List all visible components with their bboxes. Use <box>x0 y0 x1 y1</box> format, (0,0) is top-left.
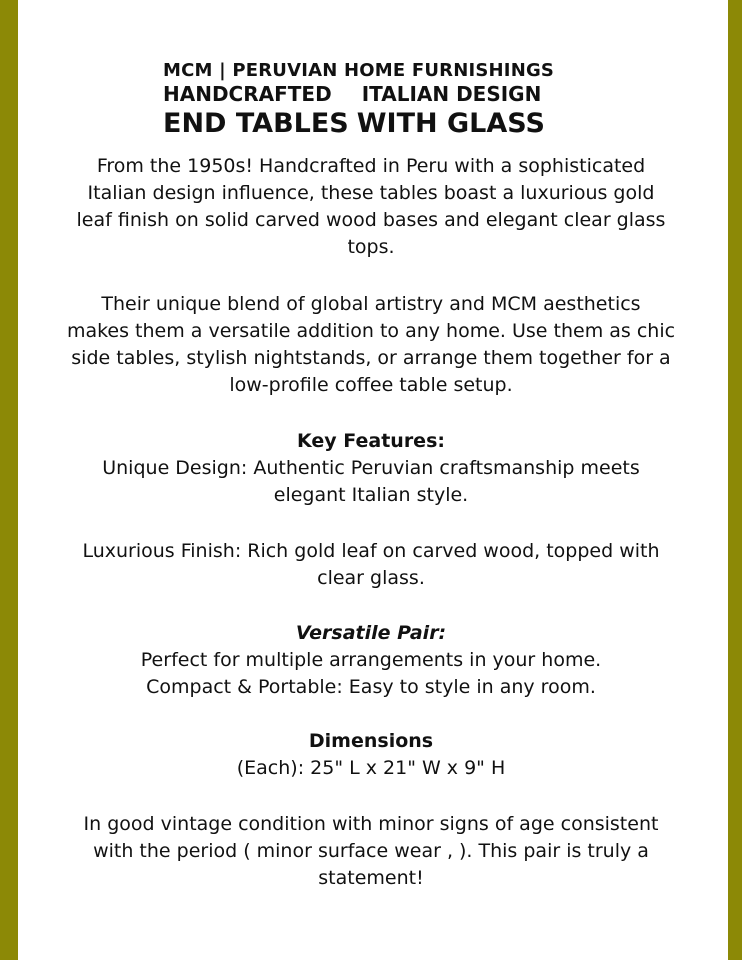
feature-line: clear glass. <box>317 567 425 589</box>
subtitle-line <box>163 84 563 110</box>
versatile-section <box>36 620 706 701</box>
dimensions-section <box>36 728 706 782</box>
product-title-right: WITH GLASS <box>356 108 545 139</box>
key-features-section <box>36 428 706 509</box>
intro-line: From the 1950s! Handcrafted in Peru with a sophisticated <box>96 155 646 177</box>
second-line: Their unique blend of global artistry and MCM aesthetics <box>101 293 641 315</box>
right-olive-border <box>728 0 742 960</box>
intro-line: leaf finish on solid carved wood bases and elegant clear glass <box>76 209 666 231</box>
versatile-heading: Versatile Pair: <box>295 622 447 644</box>
product-title <box>163 110 563 142</box>
title-block <box>163 62 563 142</box>
product-title-left: END TABLES <box>163 108 349 139</box>
subtitle-left: HANDCRAFTED <box>163 82 332 106</box>
feature-line: Luxurious Finish: Rich gold leaf on carved wood, topped with <box>82 540 660 562</box>
feature-line: elegant Italian style. <box>273 484 469 506</box>
key-features-heading: Key Features: <box>297 430 445 452</box>
second-line: low-profile coffee table setup. <box>229 374 513 396</box>
dimensions-heading: Dimensions <box>308 730 434 752</box>
versatile-line: Compact & Portable: Easy to style in any room. <box>146 676 596 698</box>
condition-line: with the period ( minor surface wear , ). This pair is truly a <box>93 840 649 862</box>
intro-paragraph <box>36 153 706 261</box>
condition-section <box>36 811 706 892</box>
finish-section <box>36 538 706 592</box>
subtitle-right: ITALIAN DESIGN <box>361 82 542 106</box>
brand-line: MCM | PERUVIAN HOME FURNISHINGS <box>163 60 555 81</box>
dimensions-line: (Each): 25" L x 21" W x 9" H <box>236 757 506 779</box>
second-line: side tables, stylish nightstands, or arrange them together for a <box>71 347 671 369</box>
intro-line: tops. <box>347 236 395 258</box>
left-olive-border <box>0 0 18 960</box>
second-paragraph <box>36 291 706 399</box>
feature-line: Unique Design: Authentic Peruvian craftsmanship meets <box>102 457 640 479</box>
intro-line: Italian design influence, these tables boast a luxurious gold <box>87 182 655 204</box>
condition-line: statement! <box>318 867 424 889</box>
condition-line: In good vintage condition with minor signs of age consistent <box>83 813 659 835</box>
second-line: makes them a versatile addition to any home. Use them as chic <box>66 320 676 342</box>
versatile-line: Perfect for multiple arrangements in your home. <box>140 649 602 671</box>
